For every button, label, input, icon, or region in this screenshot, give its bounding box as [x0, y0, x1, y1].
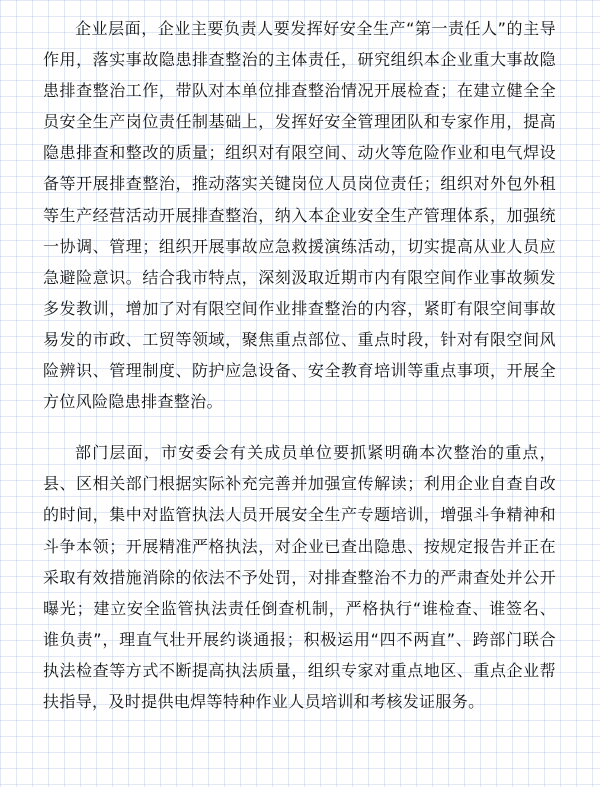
paragraph-enterprise-level: 企业层面，企业主要负责人要发挥好安全生产“第一责任人”的主导作用，落实事故隐患排查整治的主体责任，研究组织本企业重大事故隐患排查整治工作，带队对本单位排查整治情况开展检查；在建立健全全员安全生产岗位责任制基础上，发挥好安全管理团队和专家作用，提高隐患排查和整改的质量；组织对有限空间、动火等危险作业和电气焊设备等开展排查整治，推动落实关键岗位人员岗位责任；组织对外包外租等生产经营活动开展排查整治，纳入本企业安全生产管理体系，加强统一协调、管理；组织开展事故应急救援演练活动，切实提高从业人员应急避险意识。结合我市特点，深刻汲取近期市内有限空间作业事故频发多发教训，增加了对有限空间作业排查整治的内容，紧盯有限空间事故易发的市政、工贸等领域，聚焦重点部位、重点时段，针对有限空间风险辨识、管理制度、防护应急设备、安全教育培训等重点事项，开展全方位风险隐患排查整治。	[43, 19, 556, 412]
paragraph-department-level: 部门层面，市安委会有关成员单位要抓紧明确本次整治的重点，县、区相关部门根据实际补充完善并加强宣传解读；利用企业自查自改的时间，集中对监管执法人员开展安全生产专题培训，增强斗争精神和斗争本领；开展精准严格执法，对企业已查出隐患、按规定报告并正在采取有效措施消除的依法不予处罚，对排查整治不力的严肃查处并公开曝光；建立安全监管执法责任倒查机制，严格执行“谁检查、谁签名、谁负责”，理直气壮开展约谈通报；积极运用“四不两直”、跨部门联合执法检查等方式不断提高执法质量，组织专家对重点地区、重点企业帮扶指导，及时提供电焊等特种作业人员培训和考核发证服务。	[43, 443, 556, 711]
